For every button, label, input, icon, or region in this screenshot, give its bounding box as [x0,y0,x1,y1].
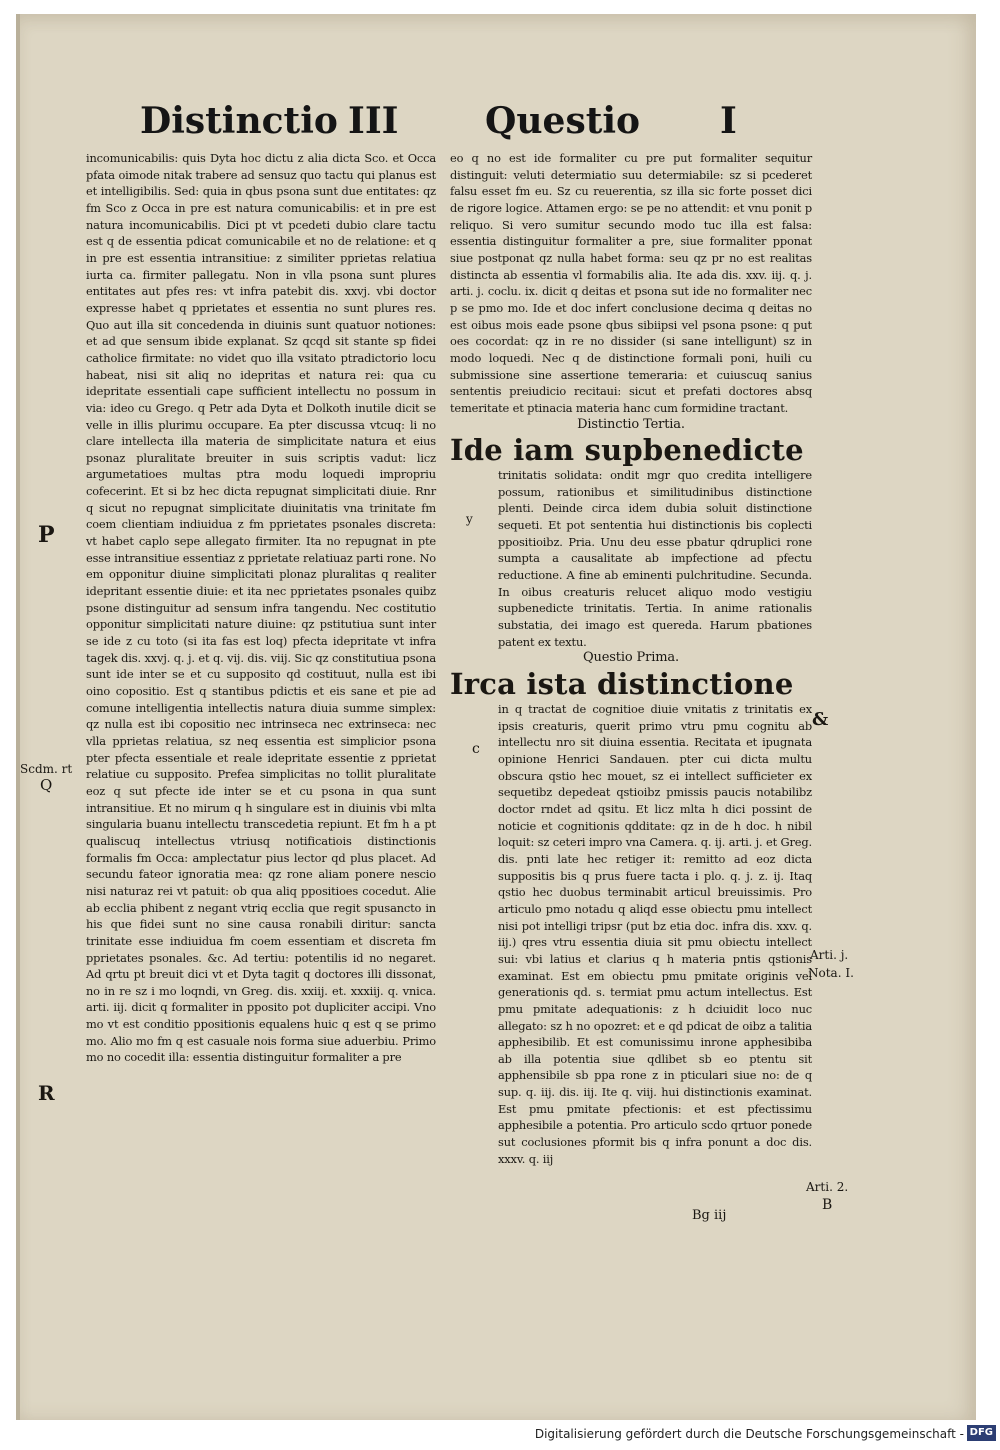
running-header [140,100,780,150]
header-roman: III [348,100,399,142]
right-column-text-mid: trinitatis solidata: ondit mgr quo credita intelligere possum, rationibus et similitudinibus distinctione plenti. Deinde circa idem dubia soluit distinctione sequeti. Et pot sententia hui distinctionis bis coplecti ppositioibz. Pria. Unu deu esse pbatur qdruplici rone sumpta a causalitate ab impfectione ad pfectu reductione. A fine ab eminenti pulchritudine. Secunda. In oibus creaturis relucet aliquo modo vestigiu supbenedicte trinitatis. Tertia. In anime rationalis substatia, dei imago est quereda. Harum pbationes patent ex textu. [498,468,812,649]
signature-mark: Bg iij [692,1208,727,1223]
header-questio: Questio [485,100,641,142]
right-column-text-bottom: in q tractat de cognitioe diuie vnitatis z trinitatis ex ipsis creaturis, querit primo vtru pmu cognitu ab intellectu nro sit diuina essentia. Recitata et ipugnata opinione Henrici Sandauen. pter cui dicta multu obscura qstio hec mouet, sz ei intellect sufficieter ex sequetibz depedeat qstioibz pmissis paucis notabilibz doctor rndet ad qsitu. Et licz mlta h dici possint de noticie et cognitionis qdditate: qz in de h doc. h nibil loquit: sz ceteri impro vna Camera. q. ij. arti. j. et Greg. dis. pnti late hec retiger it: remitto ad eoz dicta suppositis bis q prus fuere tacta i plo. q. j. z. ij. Itaq qstio hec duobus terminabit articul breuissimis. Pro articulo pmo notadu q aliqd esse obiectu pmu intellect nisi pot intelligi tripsr (put bz etia doc. infra dis. xxv. q. iij.) qres vtru essentia diuia sit pmu obiectu intellect sui: vbi latius et clarius q h materia pntis qstionis examinat. Est em obiectu pmu pmitate originis vel generationis qd. s. termiat pmu actum intellectus. Est pmu pmitate adequationis: z h dciuidit loco nuc allegato: sz h no opozret: et e qd pdicat de oibz a talitia apphesibilib. Et est comunissimu inrone apphesibiba ab illa potentia siue qdlibet sb eo ptentu sit apphensibile sb ppa rone z in pticulari siue no: de q sup. q. iij. dis. iij. Ite q. viij. hui distinctionis examinat. Est pmu pmitate pfectionis: et est pfectissimu apphesibile a potentia. Pro articulo scdo qrtuor ponede sut coclusiones pformit bis q infra ponunt a doc dis. xxxv. q. iij [498,702,812,1166]
section-heading-distinctio-tertia: Distinctio Tertia. [577,416,685,432]
left-column-text: incomunicabilis: quis Dyta hoc dictu z alia dicta Sco. et Occa pfata oimode nitak trabere ad sensuz quo tactu qui planus est et intelligibilis. Sed: quia in qbus psona sunt due entitates: qz fm Sco z Occa in pre est natura comunicabilis: et in pre est natura incomunicabilis. Dici pt vt pcedeti dubio clare tactu est q de essentia pdicat comunicabile et no de relatione: et q in pre est essentia intransitiue: z similiter pprietas relatiua iurta ca. firmiter pallegatu. Non in vlla psona sunt plures entitates aut pfes res: vt infra patebit dis. xxvj. vbi doctor expresse habet q pprietates et essentia no sunt plures res. Quo aut illa sit concedenda in diuinis sunt quatuor notiones: et ad que sensum ibide explanat. Sz qcqd sit stante sp fidei catholice firmitate: no videt quo illa vsitato ptradictorio locu habeat, nisi sit aliq no idepritas et natura rei: qua cu idepritate essentiali cape sufficient intellectu no possum in via: ideo cu Grego. q Petr ada Dyta et Dolkoth inutile dicit se velle in illis plurimu occupare. Ea pter discussa vtcuq: li no clare intellecta illa materia de simplicitate natura et eius psonaz pluralitate breuiter in suis scriptis vadut: licz argumetatioes multas ptra modu loquedi impropriu cofecerint. Et si bz hec dicta repugnat simplicitati diuie. Rnr q sicut no repugnat simplicitate diuinitatis vna trinitate fm coem clientiam indiuidua z fm pprietates psonales discreta: vt habet caplo sepe allegato firmiter. Ita no repugnat in pte esse intransitiue essentiaz z pprietate relatiuaz parti rone. No em opponitur diuine simplicitati plonaz pluralitas q realiter idepritant essentie diuie: et ita nec pprietates psonales quibz psone distinguitur ad sensum infra tangendu. Nec costitutio opponitur simplicitati nature diuine: qz pstitutiua sunt inter se ide z cu toto (si ita fas est loq) pfecta idepritate vt infra tagek dis. xxvj. q. j. et q. vij. dis. viij. Sic qz constitutiua psona sunt ide inter se et cu supposito qd costituut, nulla est ibi oino copositio. Est q stantibus pdictis et eis sane et pie ad comune intelligentia intellectis natura diuia summe simplex: qz nulla est ibi copositio nec intrinseca nec extrinseca: nec vlla pprietas relatiua, sz neq essentia est simplicior psona pter pfecta essentiale et reale idepritate essentie z pprietat relatiue cu supposito. Prefea simplicitas no tollit pluralitate eoz q sut pfecte ide inter se et cu psona in qua sunt intransitiue. Et no mirum q h singulare est in diuinis vbi mlta singularia buanu intellectu transcedetia repiunt. Et fm h a pt qualiscuq intellectus vtriusq notificatiois distinctionis formalis fm Occa: amplectatur pius lector qd plus placet. Ad secundu fateor ignoratia mea: qz rone aliam ponere nescio nisi naturaz rei vt patuit: ob qua aliq ppositioes cocedut. Alie ab ecclia phibent z negant vtriq ecclia que regit spusancto in his que fidei sunt no sine causa ronabili diritur: sancta trinitate esse indiuidua fm coem essentiam et discreta fm pprietates psonales. &c. Ad tertiu: potentilis id no negaret. Ad qrtu pt breuit dici vt et Dyta tagit q doctores illi dissonat, no in re sz i mo loqndi, vn Greg. dis. xxiij. et. xxxiij. q. vnica. arti. iij. dicit q formaliter in pposito pot dupliciter accipi. Vno mo vt est conditio ppositionis equalens huic q est q se primo mo. Alio mo fm q est casuale nois forma siue aduerbiu. Primo mo no cocedit illa: essentia distinguitur formaliter a pre [86,151,436,1065]
incipit-line-2: Irca ista distinctione [450,667,794,702]
header-numeral: I [720,100,737,142]
margin-note-arti-1: Arti. j. [810,948,849,962]
margin-note-left-q: Q [40,776,53,794]
margin-note-c: c [472,741,480,757]
dfg-logo: DFG [967,1425,996,1441]
right-column-text-top: eo q no est ide formaliter cu pre put formaliter sequitur distinguit: veluti determiatio suu determiabile: sz si pcederet falsu esset fm eu. Sz cu reuerentia, sz illa sic forte posset dici de rigore logice. Attamen ergo: se pe no attendit: et vnu ponit p reliquo. Si vero sumitur secundo modo tuc illa est falsa: essentia distinguitur formaliter a pre, siue formaliter pponat siue postponat qz nulla habet forma: seu qz pr no est realitas distincta ab essentia vl formabilis alia. Ite ada dis. xxv. iij. q. j. arti. j. coclu. ix. dicit q deitas et psona sut ide no formaliter nec p se pmo mo. Ide et doc infert conclusione decima q deitas no est oibus mois eade psone qbus sibiipsi vel psona psone: q put oes cocordat: qz in re no dissider (si sane intelligunt) sz in modo loquedi. Nec q de distinctione formali poni, huili cu submissione sine assertione temeraria: et cuiuscuq sanius sententis preiudicio recitaui: sicut et prefati doctores absq temeritate et ptinacia materia hanc cum formidine tractant. [450,151,812,415]
left-text-column [86,150,436,1066]
margin-note-arti-2: Arti. 2. [806,1180,849,1194]
margin-note-left-r: R [38,1081,55,1105]
margin-note-right-ampersand: & [812,709,829,730]
margin-note-left-scdm: Scdm. rt [20,762,73,776]
header-distinctio: Distinctio [140,100,338,142]
digitization-footer [0,1420,1000,1450]
section-heading-questio-prima: Questio Prima. [583,650,679,666]
margin-note-left-p: P [38,522,55,548]
incipit-line-1: Ide iam supbenedicte [450,433,804,468]
margin-note-y: y [466,512,473,526]
margin-note-nota: Nota. I. [808,966,854,980]
margin-note-b: B [822,1197,833,1213]
right-text-column [450,150,812,1167]
footer-credit: Digitalisierung gefördert durch die Deutsche Forschungsgemeinschaft - [534,1427,964,1441]
